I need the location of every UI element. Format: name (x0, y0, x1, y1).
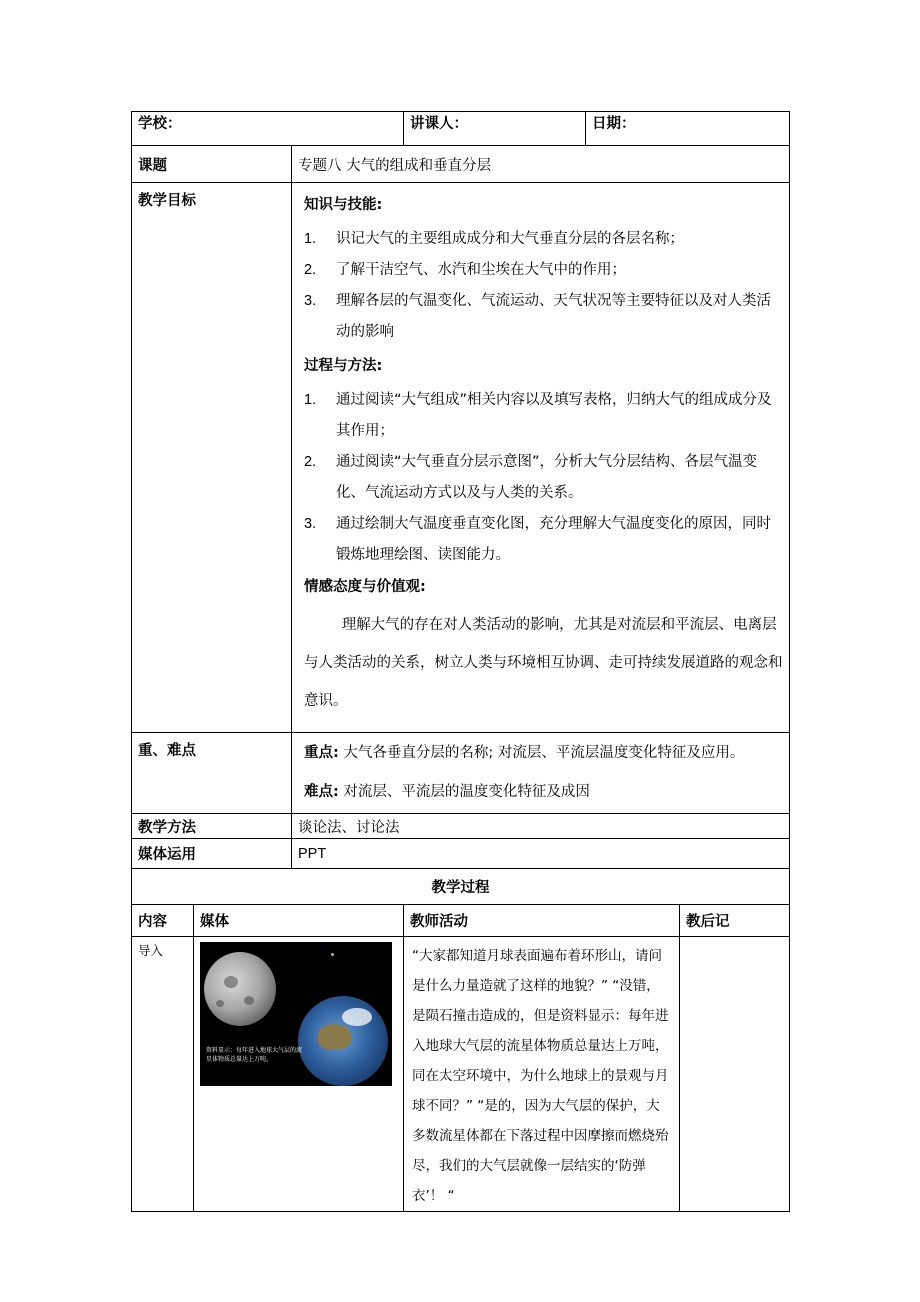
difficult-point-label: 难点: (304, 784, 339, 800)
knowledge-list (304, 224, 783, 348)
lecturer-label: 讲课人： (404, 112, 586, 146)
key-point-label: 重点: (304, 745, 339, 761)
item-number: 2. (304, 454, 317, 470)
teacher-activity: “大家都知道月球表面遍布着环形山，请问是什么力量造就了这样的地貌？” “没错，是陨石撞击造成的，但是资料显示：每年进入地球大气层的流星体物质总量达上万吨，同在太空环境中，为什么地球上的景观与月球不同？” “是的，因为大气层的保护，大多数流星体都在下落过程中因摩擦而燃烧殆尽，我们的大气层就像一层结实的‘防弹衣’！ “ (404, 937, 680, 1212)
item-number: 3. (304, 293, 317, 309)
method-row (132, 814, 790, 839)
col-content: 内容 (132, 905, 194, 937)
objectives-content (292, 183, 790, 733)
notes-cell (680, 937, 790, 1212)
item-text: 了解干洁空气、水汽和尘埃在大气中的作用； (336, 262, 626, 278)
item-number: 1. (304, 392, 317, 408)
star-dot (331, 953, 334, 956)
content-cell: 导入 (132, 937, 194, 1212)
item-number: 2. (304, 262, 317, 278)
item-text: 通过绘制大气温度垂直变化图，充分理解大气温度变化的原因，同时锻炼地理绘图、读图能力。 (336, 516, 771, 563)
knowledge-title: 知识与技能: (304, 197, 383, 213)
list-item (304, 509, 783, 571)
emotion-text: 理解大气的存在对人类活动的影响，尤其是对流层和平流层、电离层与人类活动的关系，树立人类与环境相互协调、走可持续发展道路的观念和意识。 (304, 617, 783, 709)
method-value: 谈论法、讨论法 (292, 814, 790, 839)
lesson-plan-table (131, 111, 790, 1212)
media-value: PPT (292, 839, 790, 869)
list-item (304, 224, 783, 255)
process-header-row (132, 905, 790, 937)
method-label: 教学方法 (132, 814, 292, 839)
item-text: 通过阅读“大气组成”相关内容以及填写表格，归纳大气的组成成分及其作用； (336, 392, 772, 439)
item-text: 通过阅读“大气垂直分层示意图”，分析大气分层结构、各层气温变化、气流运动方式以及与人类的关系。 (336, 454, 758, 501)
header-row (132, 112, 790, 146)
objectives-row (132, 183, 790, 733)
list-item (304, 385, 783, 447)
key-points-row (132, 733, 790, 814)
topic-row (132, 146, 790, 183)
list-item (304, 447, 783, 509)
media-cell (194, 937, 404, 1212)
school-label: 学校： (132, 112, 404, 146)
difficult-point (304, 774, 783, 811)
key-point (304, 735, 783, 772)
lesson-plan (131, 111, 789, 1212)
item-number: 3. (304, 516, 317, 532)
process-title-row (132, 869, 790, 905)
key-points-label: 重、难点 (132, 733, 292, 814)
process-title: 教学过程 (132, 869, 790, 905)
process-row (132, 937, 790, 1212)
item-text: 理解各层的气温变化、气流运动、天气状况等主要特征以及对人类活动的影响 (336, 293, 771, 340)
media-label: 媒体运用 (132, 839, 292, 869)
topic-label: 课题 (132, 146, 292, 183)
col-media: 媒体 (194, 905, 404, 937)
difficult-point-text: 对流层、平流层的温度变化特征及成因 (338, 784, 590, 800)
list-item (304, 286, 783, 348)
emotion-title: 情感态度与价值观: (304, 579, 426, 595)
key-point-text: 大气各垂直分层的名称; 对流层、平流层温度变化特征及应用。 (338, 745, 745, 761)
image-caption: 资料显示：每年进入地球大气层的流星体物质总量达上万吨。 (206, 1047, 303, 1063)
media-row (132, 839, 790, 869)
date-label: 日期： (586, 112, 790, 146)
objectives-label: 教学目标 (132, 183, 292, 733)
process-title: 过程与方法: (304, 358, 383, 374)
process-list (304, 385, 783, 571)
col-teacher: 教师活动 (404, 905, 680, 937)
moon-earth-image (200, 942, 392, 1086)
list-item (304, 255, 783, 286)
item-text: 识记大气的主要组成成分和大气垂直分层的各层名称； (336, 231, 684, 247)
item-number: 1. (304, 231, 317, 247)
moon-image (204, 952, 276, 1026)
earth-image (298, 996, 388, 1086)
topic-value: 专题八 大气的组成和垂直分层 (292, 146, 790, 183)
key-points-content (292, 733, 790, 814)
col-notes: 教后记 (680, 905, 790, 937)
